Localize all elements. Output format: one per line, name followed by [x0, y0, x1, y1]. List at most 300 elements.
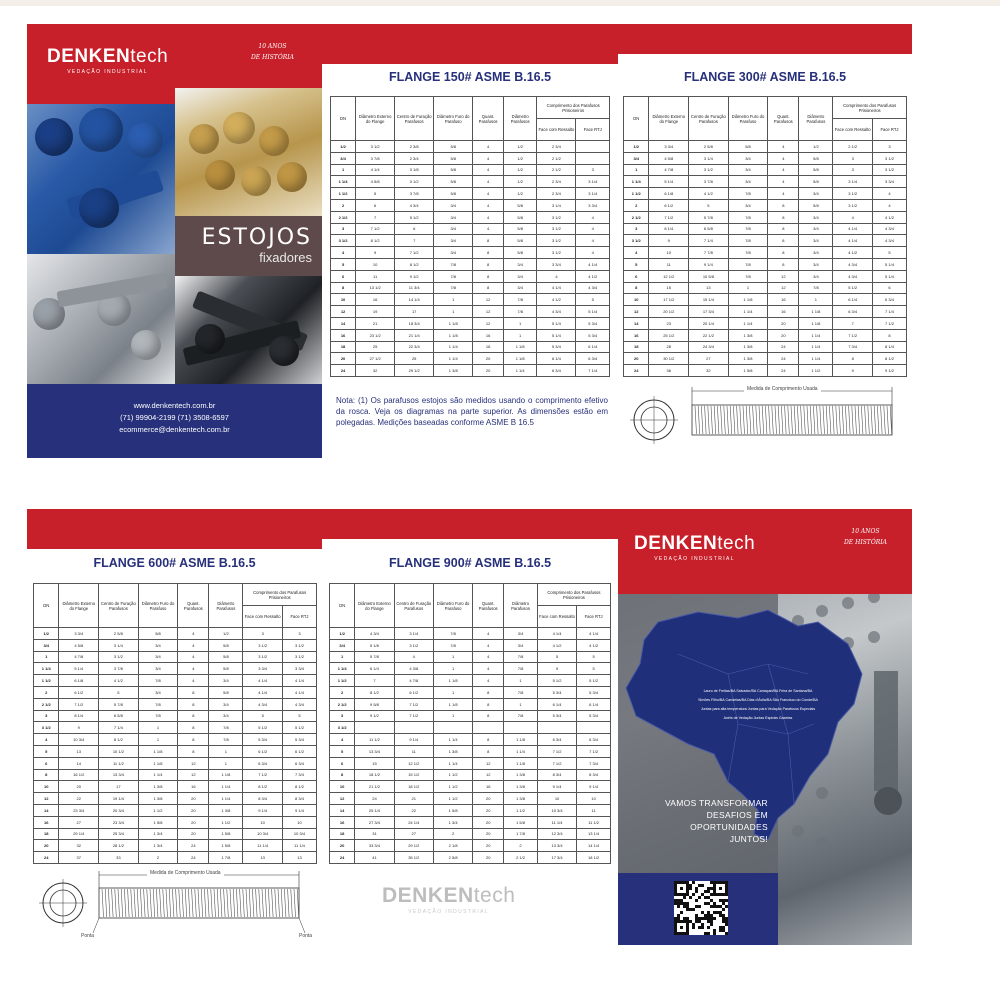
table-cell: 1 3/8	[504, 769, 538, 781]
table-cell: 3/4	[434, 199, 473, 211]
table-row	[34, 781, 317, 793]
flange-150-table	[330, 96, 610, 377]
table-cell: 4	[473, 628, 504, 640]
table-row	[330, 675, 611, 687]
table-cell: 5	[872, 247, 906, 259]
table-row	[624, 353, 907, 365]
table-row	[331, 365, 610, 377]
table-cell: 3	[282, 628, 316, 640]
table-cell: 4	[872, 199, 906, 211]
table-cell: 3/4	[799, 270, 833, 282]
table-cell: 6 3/4	[537, 365, 576, 377]
table-cell: 7/8	[138, 698, 178, 710]
header-diam-furo: Diâmetro Furo do Parafuso	[434, 97, 473, 141]
table-cell: 5	[537, 651, 576, 663]
dn-cell: 1 1/4	[624, 176, 649, 188]
table-cell: 23	[649, 317, 689, 329]
table-cell: 5 7/8	[99, 698, 139, 710]
cover-subtitle: fixadores	[259, 250, 312, 265]
table-cell: 11	[394, 745, 433, 757]
table-cell: 7/8	[728, 235, 768, 247]
table-cell: 5/8	[434, 188, 473, 200]
dn-cell: 24	[330, 852, 355, 864]
table-cell: 36	[649, 365, 689, 377]
table-cell: 8	[473, 270, 504, 282]
table-cell	[577, 722, 611, 734]
dn-cell: 8	[331, 282, 356, 294]
table-cell: 24 1/4	[394, 816, 433, 828]
table-cell: 1 1/2	[209, 816, 243, 828]
table-row	[624, 152, 907, 164]
table-cell: 8 1/2	[282, 781, 316, 793]
table-cell: 5 3/4	[577, 710, 611, 722]
table-row	[330, 651, 611, 663]
table-cell: 1 1/4	[799, 329, 833, 341]
table-cell: 1 7/8	[209, 852, 243, 864]
table-cell: 7/8	[728, 188, 768, 200]
table-row	[331, 294, 610, 306]
table-cell: 5 3/4	[576, 317, 610, 329]
dn-cell: 20	[331, 353, 356, 365]
table-cell: 10	[577, 793, 611, 805]
table-row	[330, 828, 611, 840]
table-cell: 1 3/8	[504, 793, 538, 805]
table-row	[330, 722, 611, 734]
table-cell: 10	[649, 247, 689, 259]
table-cell: 3/4	[138, 663, 178, 675]
table-cell: 1 3/8	[138, 781, 178, 793]
table-cell: 10 3/4	[537, 804, 576, 816]
table-row	[34, 757, 317, 769]
dn-cell: 3/4	[624, 152, 649, 164]
dn-cell: 5	[330, 745, 355, 757]
table-cell: 1 3/8	[504, 781, 538, 793]
table-cell: 16	[473, 329, 504, 341]
table-row	[330, 840, 611, 852]
table-cell: 7 1/2	[649, 211, 689, 223]
table-cell: 7/8	[434, 258, 473, 270]
table-row	[331, 247, 610, 259]
table-cell: 4 1/2	[689, 188, 729, 200]
table-cell: 7	[356, 211, 395, 223]
table-cell: 5	[577, 663, 611, 675]
table-row	[330, 663, 611, 675]
header-face-rtj: Face RTJ	[577, 606, 611, 628]
table-cell: 4 3/8	[394, 663, 433, 675]
table-cell: 25 1/4	[355, 804, 394, 816]
table-cell: 1	[504, 675, 538, 687]
dn-cell: 1/2	[34, 628, 59, 640]
table-cell: 5 1/4	[576, 306, 610, 318]
table-row	[331, 306, 610, 318]
qr-code[interactable]	[674, 881, 728, 935]
dn-cell: 8	[330, 769, 355, 781]
table-cell: 6 5/8	[689, 223, 729, 235]
table-cell: 3 1/2	[872, 164, 906, 176]
table-cell: 4	[576, 223, 610, 235]
red-wave-band	[27, 509, 322, 549]
table-cell: 4	[178, 663, 209, 675]
header-centro: Centro de Furação Parafusos	[689, 97, 729, 141]
header-quant: Quant. Parafusos	[473, 97, 504, 141]
table-cell: 1 1/8	[138, 757, 178, 769]
table-row	[34, 840, 317, 852]
dn-cell: 6	[34, 757, 59, 769]
header-diam-furo: Diâmetro Furo do Parafuso	[728, 97, 768, 141]
table-cell: 1 5/8	[138, 816, 178, 828]
table-cell: 24	[355, 793, 394, 805]
table-row	[330, 852, 611, 864]
website-link[interactable]: www.denkentech.com.br	[133, 401, 216, 410]
table-cell: 2 1/2	[504, 852, 538, 864]
table-cell: 7 3/4	[282, 769, 316, 781]
table-cell: 5	[537, 663, 576, 675]
table-cell: 8	[473, 745, 504, 757]
table-cell: 1 7/8	[504, 828, 538, 840]
table-cell: 2	[504, 840, 538, 852]
table-cell: 7/8	[433, 628, 472, 640]
table-cell: 7/8	[209, 722, 243, 734]
table-cell: 1 1/8	[433, 698, 472, 710]
table-cell: 3/4	[209, 675, 243, 687]
table-cell: 4 1/4	[537, 282, 576, 294]
table-cell: 4 1/4	[243, 675, 283, 687]
table-row	[624, 141, 907, 153]
table-cell: 3/4	[209, 710, 243, 722]
table-cell: 20	[768, 317, 799, 329]
table-row	[34, 675, 317, 687]
dn-cell: 3/4	[34, 639, 59, 651]
table-cell: 1 1/8	[503, 353, 536, 365]
header-dn: DN	[34, 584, 59, 628]
table-cell: 6 1/2	[282, 745, 316, 757]
dn-cell: 2	[331, 199, 356, 211]
table-cell: 3/4	[434, 247, 473, 259]
table-cell: 8	[768, 199, 799, 211]
dn-cell: 2 1/2	[331, 211, 356, 223]
table-cell: 3	[872, 141, 906, 153]
table-cell: 3 3/4	[576, 199, 610, 211]
table-cell: 27 1/2	[356, 353, 395, 365]
table-cell: 19	[356, 306, 395, 318]
table-cell: 8	[473, 258, 504, 270]
flange-150-title: FLANGE 150# ASME B.16.5	[388, 70, 552, 84]
table-cell: 3 1/2	[394, 639, 433, 651]
table-cell: 21	[394, 793, 433, 805]
table-cell: 16	[768, 306, 799, 318]
table-cell: 7 7/8	[689, 247, 729, 259]
table-cell: 20 1/2	[649, 306, 689, 318]
table-row	[331, 164, 610, 176]
table-cell: 33	[99, 852, 139, 864]
header-face-rtj: Face RTJ	[576, 119, 610, 141]
table-cell: 1 1/4	[138, 769, 178, 781]
table-cell: 1 1/2	[433, 769, 472, 781]
table-row	[330, 734, 611, 746]
table-cell: 3 1/2	[243, 651, 283, 663]
table-cell: 13	[689, 282, 729, 294]
table-cell: 18 1/2	[355, 769, 394, 781]
ponta-label-right: Ponta	[299, 933, 313, 939]
table-cell: 24	[768, 341, 799, 353]
table-row	[624, 341, 907, 353]
table-cell: 6 1/4	[537, 698, 576, 710]
table-cell: 3/4	[138, 686, 178, 698]
table-cell: 2 1/2	[833, 141, 873, 153]
dn-cell: 5	[34, 745, 59, 757]
table-row	[624, 211, 907, 223]
table-cell: 6 3/4	[872, 294, 906, 306]
table-cell: 4	[473, 211, 504, 223]
table-row	[34, 804, 317, 816]
table-cell: 29 1/2	[395, 365, 434, 377]
table-cell: 7	[355, 675, 394, 687]
table-cell: 4 1/4	[356, 164, 395, 176]
table-cell: 6 1/4	[577, 698, 611, 710]
dn-cell: 1/2	[624, 141, 649, 153]
table-cell: 5 1/2	[537, 675, 576, 687]
table-cell: 3 1/4	[576, 188, 610, 200]
dn-cell: 24	[624, 365, 649, 377]
dn-cell: 1/2	[331, 141, 356, 153]
table-row	[624, 270, 907, 282]
header-diam-paraf: Diâmetro Parafusos	[799, 97, 833, 141]
table-cell: 8 1/2	[872, 353, 906, 365]
table-cell: 8	[872, 329, 906, 341]
bolt-length-diagram	[37, 867, 317, 943]
dn-cell: 14	[330, 804, 355, 816]
dn-cell: 2	[624, 199, 649, 211]
table-cell: 9 1/2	[872, 365, 906, 377]
table-cell: 14	[59, 757, 99, 769]
table-cell: 5/8	[799, 176, 833, 188]
dn-cell: 14	[331, 317, 356, 329]
table-cell: 3/4	[434, 211, 473, 223]
dn-cell: 14	[34, 804, 59, 816]
table-cell: 12	[178, 769, 209, 781]
table-row	[34, 816, 317, 828]
table-cell: 17 3/4	[537, 852, 576, 864]
table-row	[331, 211, 610, 223]
table-row	[34, 828, 317, 840]
table-cell: 3/4	[799, 211, 833, 223]
dn-cell: 20	[624, 353, 649, 365]
table-cell: 10 1/2	[99, 745, 139, 757]
table-cell: 4 1/2	[99, 675, 139, 687]
table-cell: 3/4	[209, 698, 243, 710]
table-cell: 7 1/2	[394, 710, 433, 722]
table-cell: 3/4	[503, 282, 536, 294]
table-cell: 20	[473, 840, 504, 852]
table-cell: 7/8	[728, 223, 768, 235]
table-cell: 1 1/4	[434, 353, 473, 365]
table-cell: 9 1/4	[577, 781, 611, 793]
table-cell: 30 1/2	[649, 353, 689, 365]
table-row	[624, 235, 907, 247]
dn-cell: 3 1/2	[34, 722, 59, 734]
table-cell: 1 1/2	[504, 804, 538, 816]
table-cell: 32	[356, 365, 395, 377]
table-row	[34, 745, 317, 757]
table-cell: 1 1/4	[433, 734, 472, 746]
table-cell: 20	[178, 804, 209, 816]
table-cell: 8	[178, 745, 209, 757]
table-cell: 7/8	[434, 282, 473, 294]
table-cell: 4	[178, 628, 209, 640]
table-row	[624, 329, 907, 341]
dn-cell: 12	[331, 306, 356, 318]
table-cell: 10 3/4	[282, 828, 316, 840]
dn-cell: 1	[624, 164, 649, 176]
contact-block	[27, 384, 322, 458]
table-cell: 4 3/4	[282, 698, 316, 710]
header-face-ressalto: Face com Ressalto	[833, 119, 873, 141]
table-cell: 6 3/4	[577, 734, 611, 746]
table-cell: 27	[394, 828, 433, 840]
table-cell: 5 1/4	[872, 270, 906, 282]
email-link[interactable]: ecommerce@denkentech.com.br	[119, 425, 230, 434]
table-cell: 18 1/2	[394, 781, 433, 793]
table-cell: 13 3/4	[537, 840, 576, 852]
flange-900-table	[329, 583, 611, 864]
flange-900-title: FLANGE 900# ASME B.16.5	[388, 556, 552, 570]
table-cell: 5/8	[434, 152, 473, 164]
table-row	[331, 235, 610, 247]
table-cell: 1 5/8	[433, 804, 472, 816]
table-cell: 16	[178, 781, 209, 793]
table-row	[331, 329, 610, 341]
table-cell: 12	[178, 757, 209, 769]
table-cell: 5 1/4	[537, 317, 576, 329]
header-comprimento: Comprimento dos Parafusos Prisioneiros	[833, 97, 907, 119]
dn-cell: 6	[330, 757, 355, 769]
table-cell: 7/8	[503, 306, 536, 318]
table-cell: 4	[872, 188, 906, 200]
table-cell: 3	[576, 164, 610, 176]
table-cell: 4	[473, 663, 504, 675]
table-row	[330, 698, 611, 710]
table-cell: 4 5/8	[59, 639, 99, 651]
table-cell: 6 1/4	[355, 663, 394, 675]
table-cell: 15 1/4	[689, 294, 729, 306]
table-cell: 3 3/4	[243, 663, 283, 675]
table-cell: 1 5/8	[209, 828, 243, 840]
dn-cell: 1 1/4	[34, 663, 59, 675]
table-cell: 7 3/4	[577, 757, 611, 769]
dn-cell: 3 1/2	[331, 235, 356, 247]
table-cell: 4 3/4	[833, 270, 873, 282]
table-cell: 4 1/4	[243, 686, 283, 698]
table-cell: 4	[768, 141, 799, 153]
table-cell: 4 1/4	[282, 686, 316, 698]
table-cell: 27	[59, 816, 99, 828]
header-diam-furo: Diâmetro Furo do Parafuso	[433, 584, 472, 628]
table-cell: 4 1/4	[833, 223, 873, 235]
table-cell: 5 3/4	[282, 734, 316, 746]
table-row	[331, 317, 610, 329]
table-cell: 24	[178, 840, 209, 852]
grey-bolts-photo	[27, 254, 175, 384]
table-cell	[473, 722, 504, 734]
table-cell: 8	[178, 686, 209, 698]
header-quant: Quant. Parafusos	[178, 584, 209, 628]
table-cell: 11 1/2	[99, 757, 139, 769]
table-cell: 4	[178, 639, 209, 651]
table-cell: 1 5/8	[504, 816, 538, 828]
table-cell: 2 1/2	[537, 164, 576, 176]
table-cell: 1	[433, 710, 472, 722]
table-cell: 12	[473, 317, 504, 329]
table-row	[624, 188, 907, 200]
table-cell: 16	[768, 294, 799, 306]
table-cell: 20	[473, 353, 504, 365]
dn-cell: 4	[34, 734, 59, 746]
table-cell: 5 1/4	[872, 258, 906, 270]
table-cell: 5 3/4	[537, 341, 576, 353]
table-cell: 3/4	[799, 188, 833, 200]
table-cell: 7/8	[504, 651, 538, 663]
table-cell: 16	[356, 294, 395, 306]
table-cell: 5 1/8	[355, 639, 394, 651]
table-cell: 1	[209, 745, 243, 757]
table-cell: 1 3/4	[433, 816, 472, 828]
table-row	[34, 639, 317, 651]
table-cell: 1	[728, 282, 768, 294]
table-cell: 4 1/2	[537, 639, 576, 651]
table-cell: 1 1/4	[799, 353, 833, 365]
table-cell: 13 3/4	[99, 769, 139, 781]
table-cell: 5	[576, 294, 610, 306]
table-cell: 16	[473, 341, 504, 353]
table-cell: 8	[473, 686, 504, 698]
diagram-label: Medida de Comprimento Usada	[744, 386, 821, 392]
back-cover-panel	[618, 509, 912, 945]
table-cell: 8	[473, 710, 504, 722]
table-cell: 7/8	[728, 270, 768, 282]
table-cell: 17 3/4	[689, 306, 729, 318]
table-cell: 1	[433, 686, 472, 698]
table-cell: 6 3/4	[537, 734, 576, 746]
table-cell: 21 1/2	[355, 781, 394, 793]
table-cell: 11 1/2	[577, 816, 611, 828]
table-cell: 4	[473, 188, 504, 200]
table-row	[330, 628, 611, 640]
table-cell: 3 1/2	[537, 247, 576, 259]
table-cell: 4 3/4	[872, 223, 906, 235]
table-cell: 5/8	[209, 663, 243, 675]
table-cell: 6 1/2	[649, 199, 689, 211]
table-cell: 3 1/2	[282, 651, 316, 663]
header-comprimento: Comprimento dos Parafusos Prisioneiros	[537, 97, 610, 119]
table-cell: 29 1/2	[394, 840, 433, 852]
table-cell: 5/8	[503, 199, 536, 211]
table-cell: 8	[178, 722, 209, 734]
table-row	[331, 341, 610, 353]
table-cell: 1 1/4	[728, 306, 768, 318]
table-cell: 33 3/4	[355, 840, 394, 852]
table-cell: 4	[473, 639, 504, 651]
dn-cell: 10	[331, 294, 356, 306]
table-cell: 19 1/4	[99, 793, 139, 805]
table-cell: 6 3/4	[282, 757, 316, 769]
table-cell: 9 1/4	[689, 258, 729, 270]
coverage-text: Lauro de Freitas/BA Salvador/BA Camaçari/BA Feira de Santana/BA Simões Filho/BA Candeias/BA Dias d'Ávila/BA São Francisco do Conde/BA Juntas para alta temperatura Juntas para Vedação Parafusos Especiais Anéis de Vedação Juntas Espirais Gaxetas	[698, 689, 818, 720]
table-cell: 2 5/8	[99, 628, 139, 640]
table-cell: 3 1/2	[243, 639, 283, 651]
table-cell: 1 3/4	[138, 828, 178, 840]
table-cell: 24	[768, 365, 799, 377]
dn-cell: 8	[624, 282, 649, 294]
